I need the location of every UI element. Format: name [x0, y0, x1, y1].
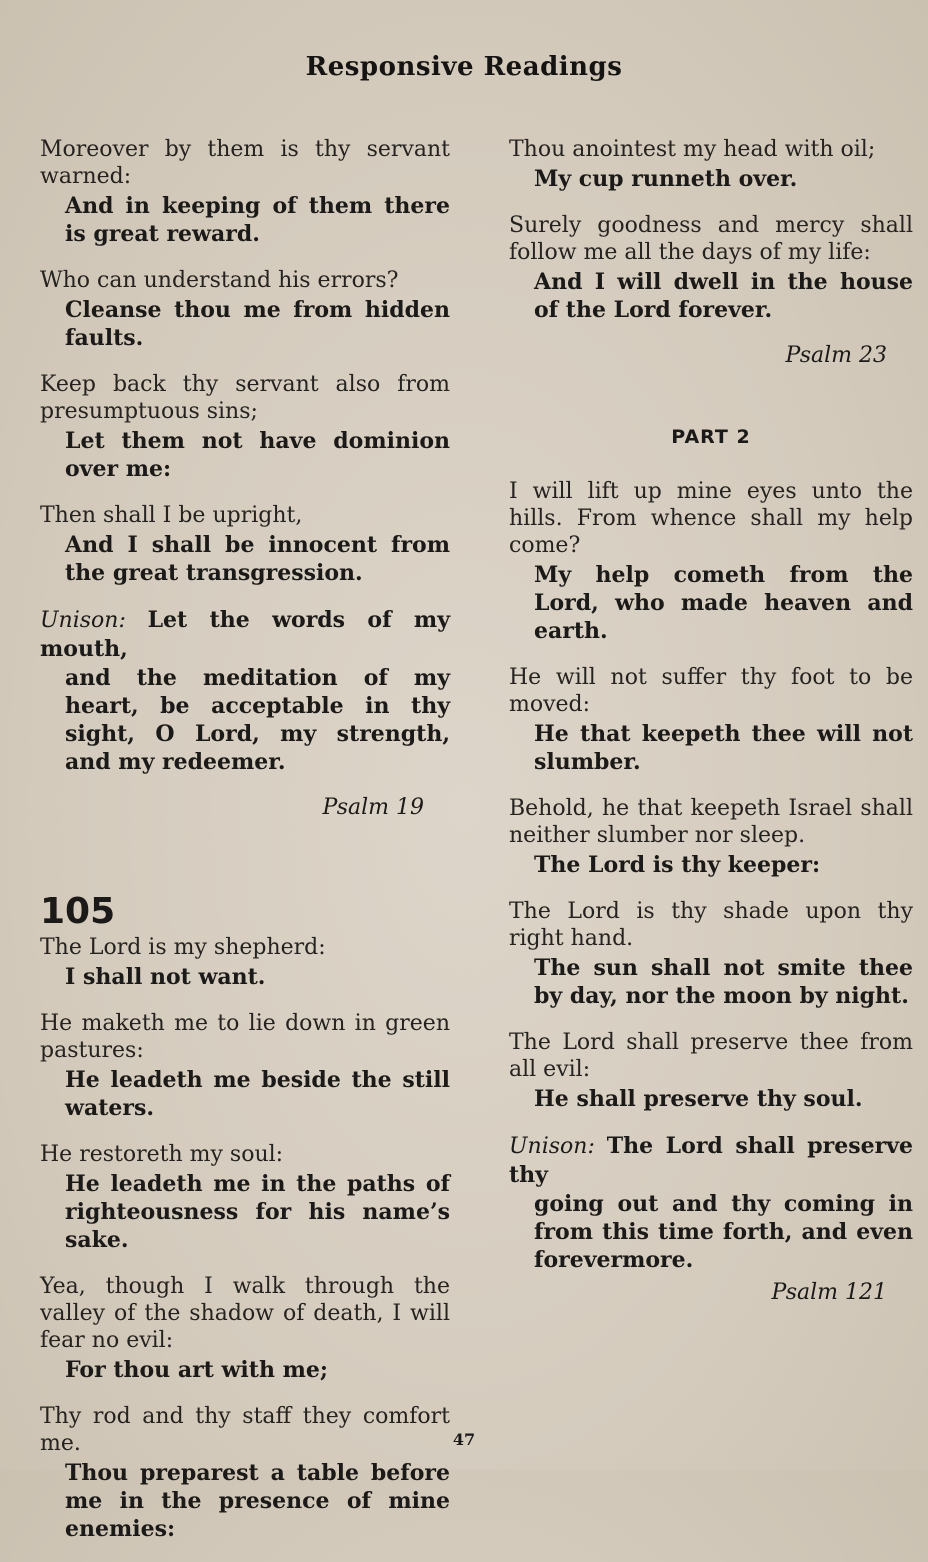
- leader-line: Moreover by them is thy servant warned:: [40, 137, 450, 189]
- unison-verse: [509, 1132, 913, 1274]
- reading-verse: [40, 502, 450, 587]
- page-header: Responsive Readings: [305, 52, 623, 82]
- reading-verse: [509, 1029, 913, 1113]
- psalm-citation: Psalm 19: [322, 795, 424, 820]
- reading-verse: [509, 212, 913, 324]
- unison-label: Unison:: [509, 1134, 595, 1159]
- leader-line: The Lord is my shepherd:: [40, 935, 326, 960]
- response-line: And I will dwell in the house of the Lord forever.: [534, 269, 913, 323]
- leader-line: The Lord is thy shade upon thy right hand.: [509, 899, 913, 951]
- unison-label: Unison:: [40, 608, 126, 633]
- reading-verse: [40, 1403, 450, 1543]
- leader-line: Keep back thy servant also from presumptuous sins;: [40, 372, 450, 424]
- reading-verse: [40, 1273, 450, 1384]
- leader-line: Thy rod and thy staff they comfort me.: [40, 1404, 450, 1456]
- reading-verse: [509, 795, 913, 879]
- left-column: [40, 136, 450, 1562]
- page-number: 47: [452, 1430, 476, 1449]
- leader-line: He maketh me to lie down in green pastures:: [40, 1011, 450, 1063]
- reading-verse: [40, 267, 450, 352]
- response-line: My help cometh from the Lord, who made heaven and earth.: [534, 562, 913, 644]
- response-line: The sun shall not smite thee by day, nor the moon by night.: [534, 955, 913, 1009]
- leader-line: Yea, though I walk through the valley of the shadow of death, I will fear no evil:: [40, 1274, 450, 1353]
- reading-verse: [40, 136, 450, 248]
- reading-verse: [40, 371, 450, 483]
- leader-line: I will lift up mine eyes unto the hills. From whence shall my help come?: [509, 479, 913, 558]
- response-line: And in keeping of them there is great reward.: [65, 193, 450, 247]
- response-line: Cleanse thou me from hidden faults.: [65, 297, 450, 351]
- response-line: He shall preserve thy soul.: [534, 1086, 863, 1112]
- leader-line: Then shall I be upright,: [40, 503, 303, 528]
- reading-number: 105: [40, 891, 116, 932]
- reading-verse: [509, 664, 913, 776]
- reading-verse: [40, 1141, 450, 1254]
- unison-first-line: The Lord shall preserve thy: [509, 1133, 913, 1188]
- unison-rest: going out and thy coming in from this time forth, and even forevermore.: [534, 1191, 913, 1273]
- response-line: He leadeth me in the paths of righteousness for his name’s sake.: [65, 1171, 450, 1253]
- reading-verse: [40, 1010, 450, 1122]
- unison-rest: and the meditation of my heart, be acceptable in thy sight, O Lord, my strength, and my redeemer.: [65, 665, 450, 775]
- reading-verse: [40, 934, 450, 991]
- response-line: Thou preparest a table before me in the presence of mine enemies:: [65, 1460, 450, 1542]
- response-line: And I shall be innocent from the great transgression.: [65, 532, 450, 586]
- leader-line: Thou anointest my head with oil;: [509, 137, 876, 162]
- leader-line: He restoreth my soul:: [40, 1142, 284, 1167]
- response-line: Let them not have dominion over me:: [65, 428, 450, 482]
- leader-line: The Lord shall preserve thee from all evil:: [509, 1030, 913, 1082]
- response-line: I shall not want.: [65, 964, 266, 990]
- leader-line: He will not suffer thy foot to be moved:: [509, 665, 913, 717]
- leader-line: Behold, he that keepeth Israel shall neither slumber nor sleep.: [509, 796, 913, 848]
- psalm-citation: Psalm 121: [771, 1280, 887, 1305]
- reading-verse: [509, 136, 913, 193]
- psalm-citation: Psalm 23: [785, 343, 887, 368]
- right-column: [509, 136, 913, 1305]
- response-line: He leadeth me beside the still waters.: [65, 1067, 450, 1121]
- unison-first-line: Let the words of my mouth,: [40, 607, 450, 662]
- response-line: For thou art with me;: [65, 1357, 329, 1383]
- reading-verse: [509, 478, 913, 645]
- unison-verse: [40, 606, 450, 776]
- leader-line: Surely goodness and mercy shall follow me all the days of my life:: [509, 213, 913, 265]
- response-line: He that keepeth thee will not slumber.: [534, 721, 913, 775]
- response-line: My cup runneth over.: [534, 166, 798, 192]
- leader-line: Who can understand his errors?: [40, 268, 399, 293]
- response-line: The Lord is thy keeper:: [534, 852, 821, 878]
- part-heading: PART 2: [671, 426, 751, 448]
- reading-verse: [509, 898, 913, 1010]
